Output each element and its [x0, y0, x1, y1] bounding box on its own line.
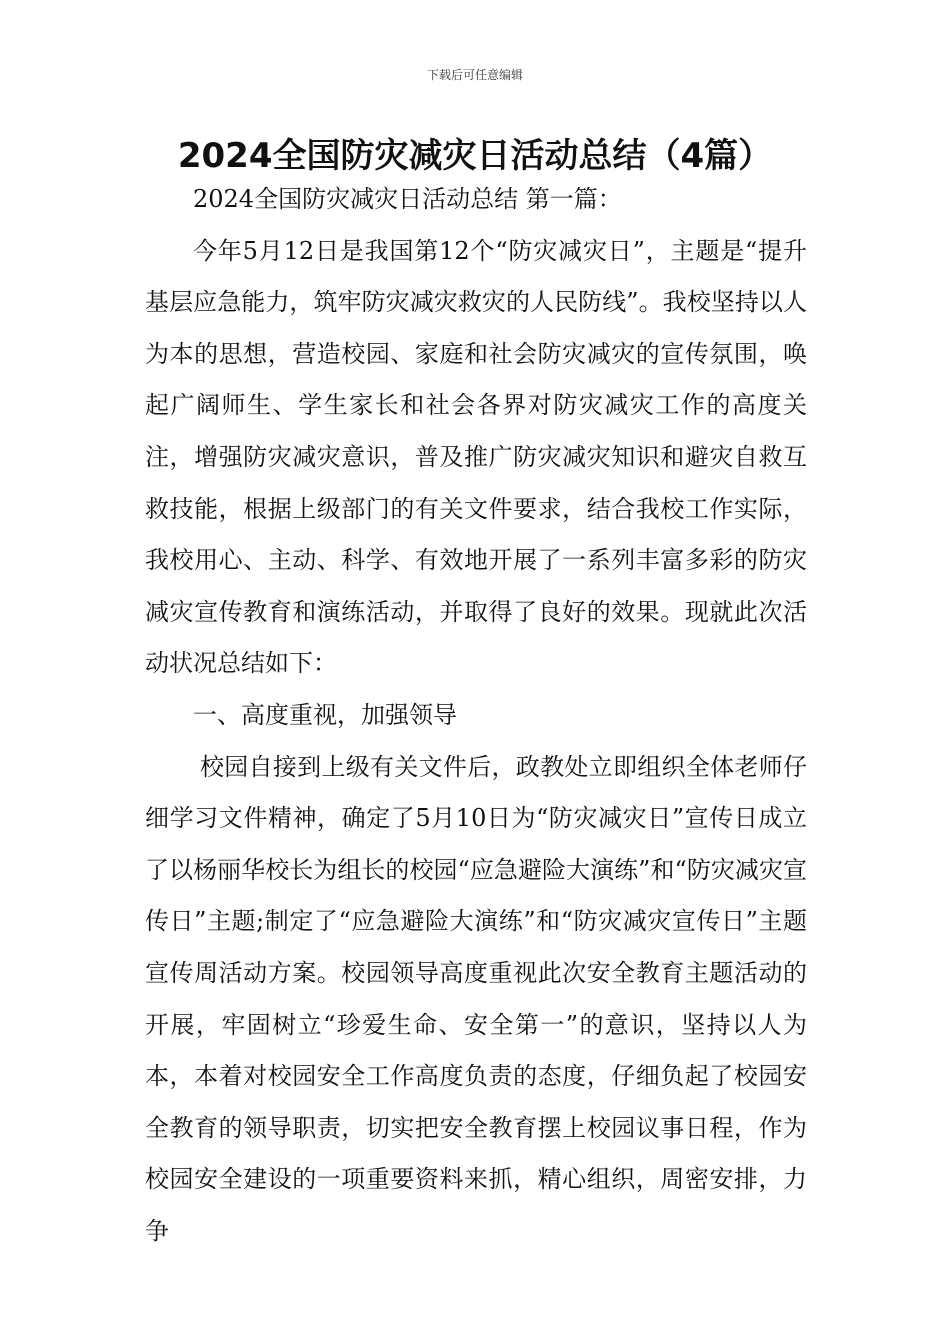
- subsection-heading: 一、高度重视，加强领导: [193, 700, 457, 729]
- section-heading: 2024全国防灾减灾日活动总结 第一篇：: [193, 185, 622, 213]
- paragraph-intro: 今年5月12日是我国第12个“防灾减灾日”，主题是“提升基层应急能力，筑牢防灾减灾救灾的人民防线”。我校坚持以人为本的思想，营造校园、家庭和社会防灾减灾的宣传氛围，唤起广阔师生、学生家长和社会各界对防灾减灾工作的高度关注，增强防灾减灾意识，普及推广防灾减灾知识和避灾自救互救技能，根据上级部门的有关文件要求，结合我校工作实际，我校用心、主动、科学、有效地开展了一系列丰富多彩的防灾减灾宣传教育和演练活动，并取得了良好的效果。现就此次活动状况总结如下：: [145, 236, 807, 678]
- paragraph-leadership: 校园自接到上级有关文件后，政教处立即组织全体老师仔细学习文件精神，确定了5月10日为“防灾减灾日”宣传日成立了以杨丽华校长为组长的校园“应急避险大演练”和“防灾减灾宣传日”主题;制定了“应急避险大演练”和“防灾减灾宣传日”主题宣传周活动方案。校园领导高度重视此次安全教育主题活动的开展，牢固树立“珍爱生命、安全第一”的意识，坚持以人为本，本着对校园安全工作高度负责的态度，仔细负起了校园安全教育的领导职责，切实把安全教育摆上校园议事日程，作为校园安全建设的一项重要资料来抓，精心组织，周密安排，力争: [145, 752, 807, 1245]
- header-note: 下载后可任意编辑: [426, 68, 523, 82]
- document-title: 2024全国防灾减灾日活动总结（4篇）: [177, 136, 773, 176]
- document-body: [145, 174, 807, 1257]
